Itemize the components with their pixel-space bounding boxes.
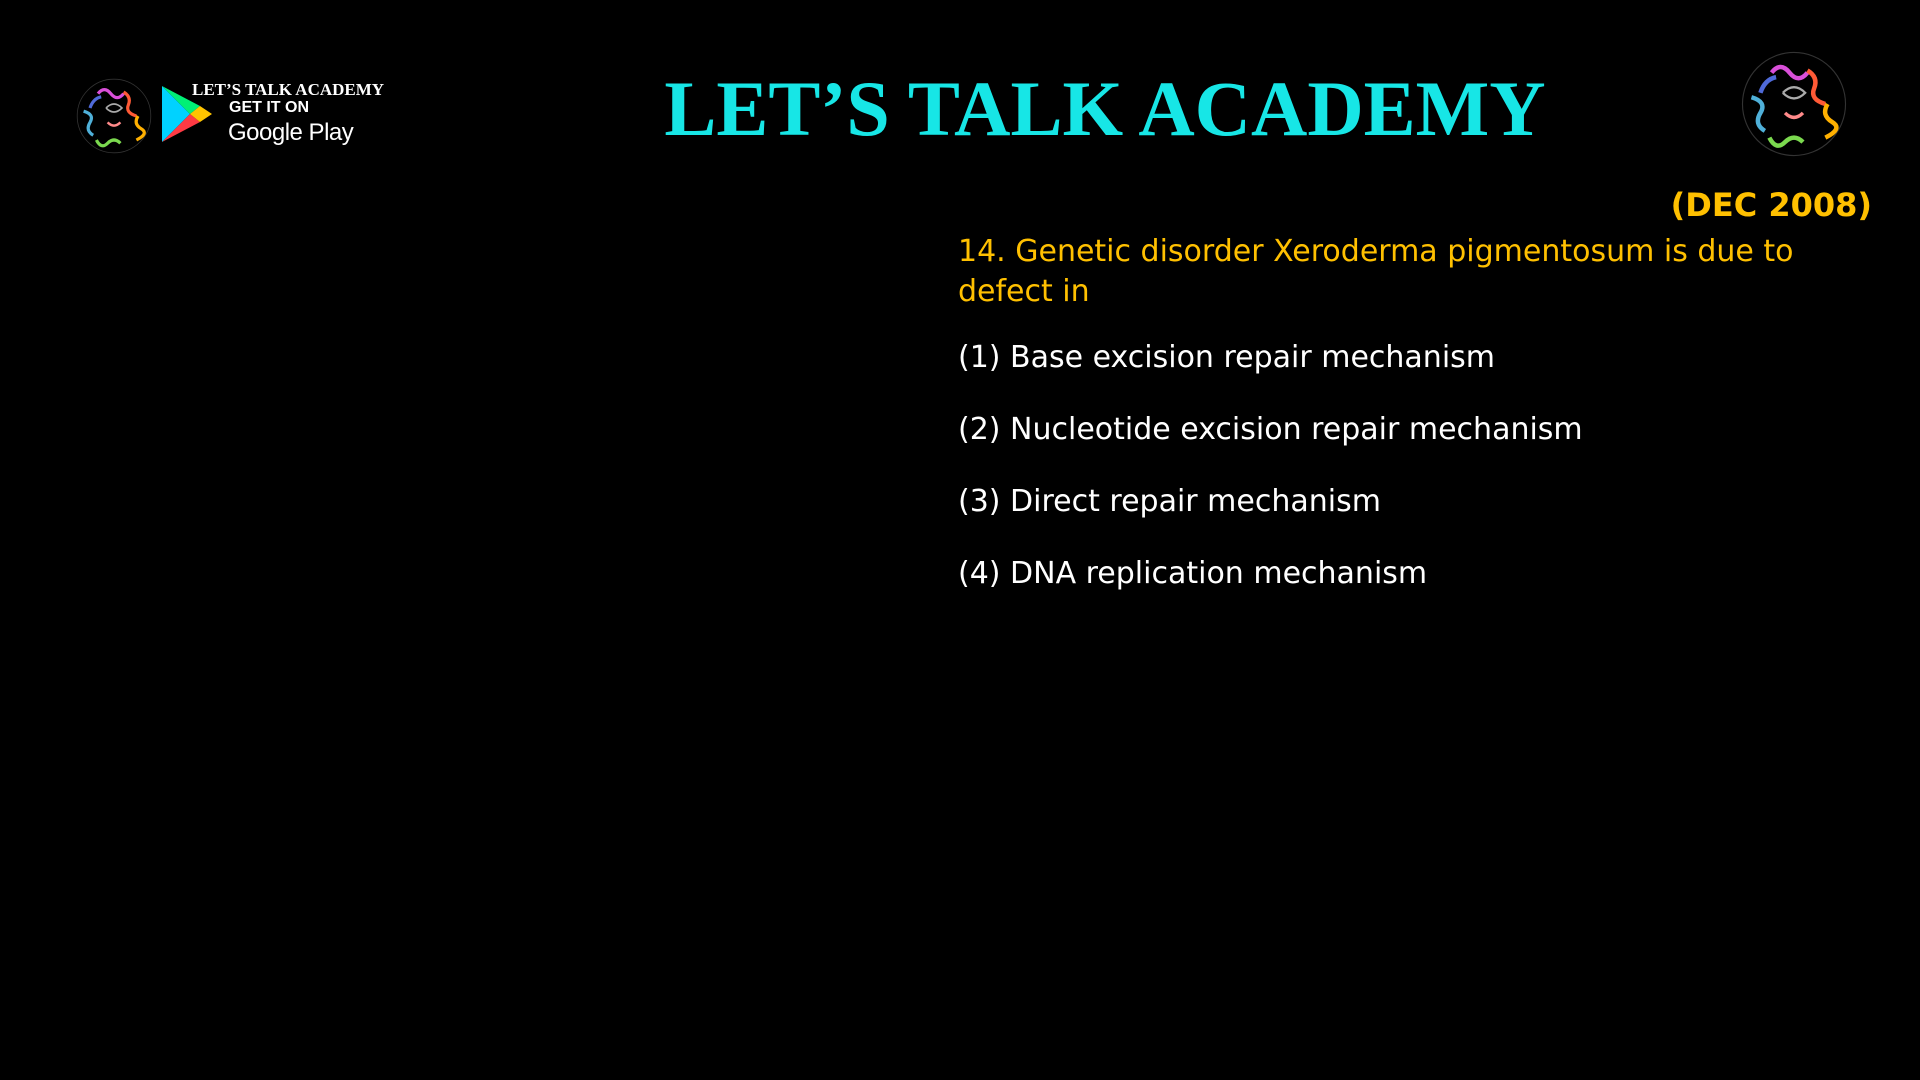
google-play-badge[interactable] xyxy=(160,80,420,150)
exam-tag: (DEC 2008) xyxy=(1670,186,1872,224)
protein-structure-logo-icon xyxy=(1738,48,1850,160)
page-title: LET’S TALK ACADEMY xyxy=(664,65,1546,152)
option-4: (4) DNA replication mechanism xyxy=(958,556,1428,591)
option-3: (3) Direct repair mechanism xyxy=(958,484,1381,519)
options-list xyxy=(958,338,1838,626)
badge-get-it-on-label: GET IT ON xyxy=(229,99,309,116)
question-text: 14. Genetic disorder Xeroderma pigmentosum is due to defect in xyxy=(958,234,1794,309)
option-1: (1) Base excision repair mechanism xyxy=(958,340,1496,375)
protein-structure-logo-icon xyxy=(74,76,154,156)
option-2: (2) Nucleotide excision repair mechanism xyxy=(958,412,1583,447)
badge-store-label: Google Play xyxy=(228,119,354,146)
badge-academy-label: LET’S TALK ACADEMY xyxy=(192,80,385,99)
